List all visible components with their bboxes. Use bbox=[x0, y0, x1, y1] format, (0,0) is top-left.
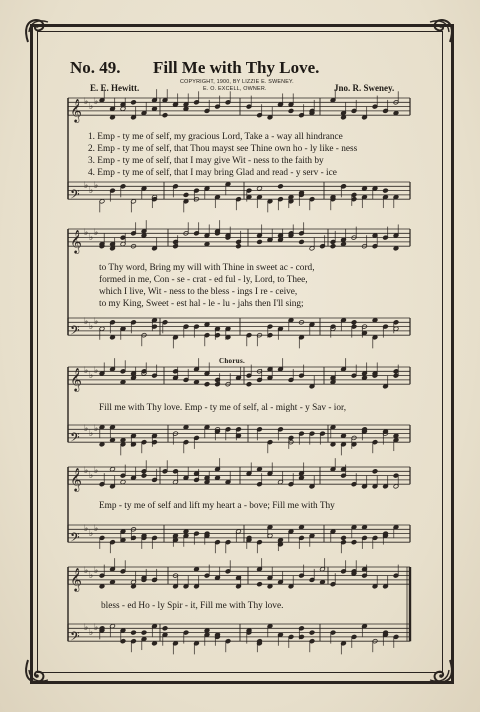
svg-text:♭: ♭ bbox=[94, 623, 99, 633]
svg-text:♭: ♭ bbox=[84, 317, 89, 327]
svg-text:𝄞: 𝄞 bbox=[70, 98, 82, 123]
composer-credit: Jno. R. Sweney. bbox=[334, 83, 395, 93]
svg-text:♭: ♭ bbox=[94, 366, 99, 376]
svg-text:♭: ♭ bbox=[94, 181, 99, 191]
music-staff bbox=[68, 524, 410, 553]
svg-text:𝄢: 𝄢 bbox=[70, 530, 80, 549]
svg-text:𝄢: 𝄢 bbox=[70, 323, 80, 342]
svg-text:𝄞: 𝄞 bbox=[70, 367, 82, 392]
svg-text:♭: ♭ bbox=[89, 429, 94, 439]
svg-text:♭: ♭ bbox=[84, 524, 89, 534]
svg-text:𝄢: 𝄢 bbox=[70, 187, 80, 206]
music-staff bbox=[68, 458, 410, 492]
svg-text:𝄢: 𝄢 bbox=[70, 629, 80, 648]
svg-text:♭: ♭ bbox=[89, 371, 94, 381]
verse-2-line-1: 2. Emp - ty me of self, that Thou mayst see Thine own ho - ly like - ness bbox=[88, 144, 358, 154]
chorus-line-2: Emp - ty me of self and lift my heart a - bove; Fill me with Thy bbox=[99, 501, 335, 511]
svg-text:♭: ♭ bbox=[89, 102, 94, 112]
svg-text:𝄞: 𝄞 bbox=[70, 467, 82, 492]
verse-4-line-2: to my King, Sweet - est hal - le - lu - jahs then I'll sing; bbox=[99, 299, 304, 309]
owner-notice: E. O. EXCELL, OWNER. bbox=[203, 86, 267, 92]
verse-1-line-1: 1. Emp - ty me of self, my gracious Lord, Take a - way all hindrance bbox=[88, 132, 343, 142]
chorus-line-3: bless - ed Ho - ly Spir - it, Fill me with Thy love. bbox=[101, 601, 284, 611]
svg-text:♭: ♭ bbox=[84, 566, 89, 576]
svg-text:♭: ♭ bbox=[84, 623, 89, 633]
svg-text:♭: ♭ bbox=[89, 628, 94, 638]
svg-text:♭: ♭ bbox=[94, 424, 99, 434]
svg-text:♭: ♭ bbox=[89, 322, 94, 332]
svg-text:♭: ♭ bbox=[94, 97, 99, 107]
hymn-number: No. 49. bbox=[70, 58, 121, 77]
chorus-label: Chorus. bbox=[219, 357, 246, 365]
svg-text:♭: ♭ bbox=[94, 566, 99, 576]
chorus-line-1: Fill me with Thy love. Emp - ty me of self, al - might - y Sav - ior, bbox=[99, 403, 347, 413]
svg-text:♭: ♭ bbox=[89, 529, 94, 539]
svg-text:♭: ♭ bbox=[94, 466, 99, 476]
verse-3-line-2: which I live, Wit - ness to the bless - ings I re - ceive, bbox=[99, 287, 298, 297]
svg-text:♭: ♭ bbox=[89, 471, 94, 481]
svg-text:♭: ♭ bbox=[84, 97, 89, 107]
svg-text:♭: ♭ bbox=[89, 186, 94, 196]
svg-text:♭: ♭ bbox=[84, 466, 89, 476]
svg-text:♭: ♭ bbox=[94, 524, 99, 534]
svg-text:𝄞: 𝄞 bbox=[70, 567, 82, 592]
verse-3-line-1: 3. Emp - ty me of self, that I may give Wit - ness to the faith by bbox=[88, 156, 324, 166]
music-staff bbox=[68, 623, 410, 654]
svg-text:♭: ♭ bbox=[84, 181, 89, 191]
music-staff bbox=[68, 424, 410, 455]
music-staff bbox=[68, 220, 410, 254]
svg-text:♭: ♭ bbox=[84, 366, 89, 376]
lyricist-credit: E. E. Hewitt. bbox=[90, 83, 140, 93]
copyright-notice: COPYRIGHT, 1900, BY LIZZIE E. SWENEY. bbox=[180, 79, 294, 85]
music-staff bbox=[68, 89, 410, 123]
verse-1-line-2: to Thy word, Bring my will with Thine in sweet ac - cord, bbox=[99, 263, 315, 273]
svg-text:♭: ♭ bbox=[94, 317, 99, 327]
music-staff bbox=[68, 558, 410, 592]
svg-text:𝄢: 𝄢 bbox=[70, 430, 80, 449]
music-staff bbox=[68, 181, 410, 212]
verse-2-line-2: formed in me, Con - se - crat - ed ful - ly, Lord, to Thee, bbox=[99, 275, 308, 285]
svg-text:♭: ♭ bbox=[94, 228, 99, 238]
svg-text:𝄞: 𝄞 bbox=[70, 229, 82, 254]
verse-4-line-1: 4. Emp - ty me of self, that I may bring Glad and read - y serv - ice bbox=[88, 168, 337, 178]
svg-text:♭: ♭ bbox=[84, 228, 89, 238]
svg-text:♭: ♭ bbox=[89, 233, 94, 243]
svg-text:♭: ♭ bbox=[89, 571, 94, 581]
hymn-title: Fill Me with Thy Love. bbox=[153, 58, 320, 77]
music-staff bbox=[68, 317, 410, 348]
svg-text:♭: ♭ bbox=[84, 424, 89, 434]
